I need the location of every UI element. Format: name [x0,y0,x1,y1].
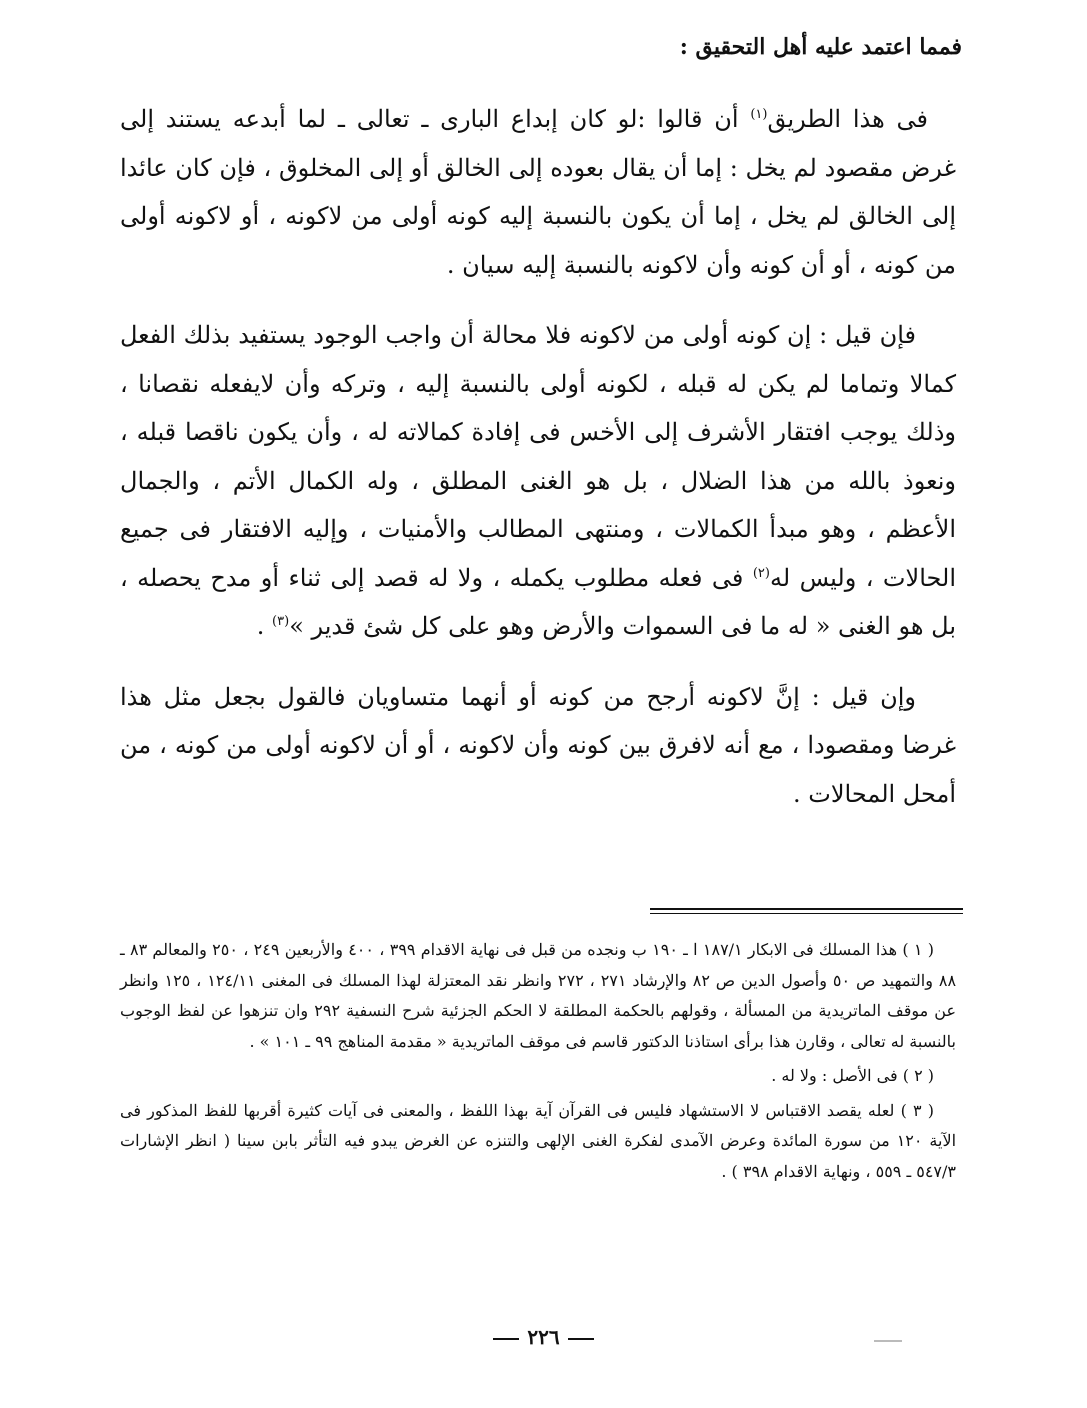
footnote-3: ( ٣ ) لعله يقصد الاقتباس لا الاستشهاد فليس فى القرآن آية بهذا اللفظ ، والمعنى فى آيات كثيرة أقربها للفظ المذكور فى الآية ١٢٠ من سورة المائدة وعرض الآمدى لفكرة الغنى الإلهى والتنزه عن الغرض يبدو فيه التأثر بابن سينا ( انظر الإشارات ٥٤٧/٣ ـ ٥٥٩ ، ونهاية الاقدام ٣٩٨ ) . [120,1100,957,1181]
paragraph-3-text: وإن قيل : إنَّ لاكونه أرجح من كونه أو أنهما متساويان فالقول بجعل مثل هذا غرضا ومقصودا ، مع أنه لافرق بين كونه وأن لاكونه ، أو أن لاكونه أولى من كونه ، من أمحل المحالات . [120,682,956,808]
footnote-separator [650,908,963,910]
paragraph-1 [120,95,956,289]
paragraph-2 [120,311,956,651]
paragraph-1-text-start: فى هذا الطريق [767,105,929,133]
footnote-separator-thin [650,913,963,914]
page-number-value: ٢٢٦ [527,1325,560,1349]
section-heading: فمما اعتمد عليه أهل التحقيق : [679,34,962,60]
page-number [0,1325,1087,1349]
footnote-ref-1[interactable]: (١) [750,107,768,122]
main-text [120,95,956,840]
page-number-dash-left [568,1338,594,1340]
paragraph-2-text-start: فإن قيل : إن كونه أولى من لاكونه فلا محالة أن واجب الوجود يستفيد بذلك الفعل كمالا وتماما لم يكن له قبله ، لكونه أولى بالنسبة إليه ، وتركه وأن لايفعله نقصانا ، وذلك يوجب افتقار الأشرف إلى الأخس فى إفادة كمالاته له ، وأن يكون ناقصا قبله ، ونعوذ بالله من هذا الضلال ، بل هو الغنى المطلق ، وله الكمال الأتم ، والجمال الأعظم ، وهو مبدأ الكمالات ، ومنتهى المطالب والأمنيات ، وإليه الافتقار فى جميع الحالات ، وليس له [120,321,956,592]
scan-speck [874,1340,902,1342]
footnote-1: ( ١ ) هذا المسلك فى الابكار ١٨٧/١ ا ـ ١٩٠ ب ونجده من قبل فى نهاية الاقدام ٣٩٩ ، ٤٠٠ والأربعين ٢٤٩ ، ٢٥٠ والمعالم ٨٣ ـ ٨٨ والتمهيد ص ٥٠ وأصول الدين ص ٨٢ والإرشاد ٢٧١ ، ٢٧٢ وانظر نقد المعتزلة لهذا المسلك فى المغنى ١٢٤/١١ ، ١٢٥ وانظر عن موقف الماتريدية من المسألة ، وقولهم بالحكمة المطلقة لا الحكم الجزئية شرح النسفية ٢٩٢ وان تنزهوا عن لفظ الوجوب بالنسبة له تعالى ، وقارن هذا برأى استاذنا الدكتور قاسم فى موقف الماتريدية « مقدمة المناهج ٩٩ ـ ١٠١ » . [120,940,957,1051]
paragraph-1-text-end: أن قالوا :لو كان إبداع البارى ـ تعالى ـ لما أبدعه يستند إلى غرض مقصود لم يخل : إما أن يقال بعوده إلى الخالق أو إلى المخلوق ، فإن كان عائدا إلى الخالق لم يخل ، إما أن يكون بالنسبة إليه كونه أولى من لاكونه ، أو لاكونه أولى من كونه ، أو أن كونه وأن لاكونه بالنسبة إليه سيان . [120,105,956,279]
paragraph-2-text-end: . [256,612,273,640]
paragraph-3 [120,673,956,819]
footnote-2: ( ٢ ) فى الأصل : ولا له . [771,1066,934,1085]
footnote-ref-2[interactable]: (٢) [752,565,770,581]
paragraph-2-text-middle: فى فعله مطلوب يكمله ، ولا له قصد إلى ثناء أو مدح يحصله ، بل هو الغنى « له ما فى السموات والأرض وهو على كل شئ قدير » [120,563,956,640]
footnotes [120,935,956,1191]
footnote-ref-3[interactable]: (٣) [272,614,290,629]
page-number-dash-right [493,1338,519,1340]
